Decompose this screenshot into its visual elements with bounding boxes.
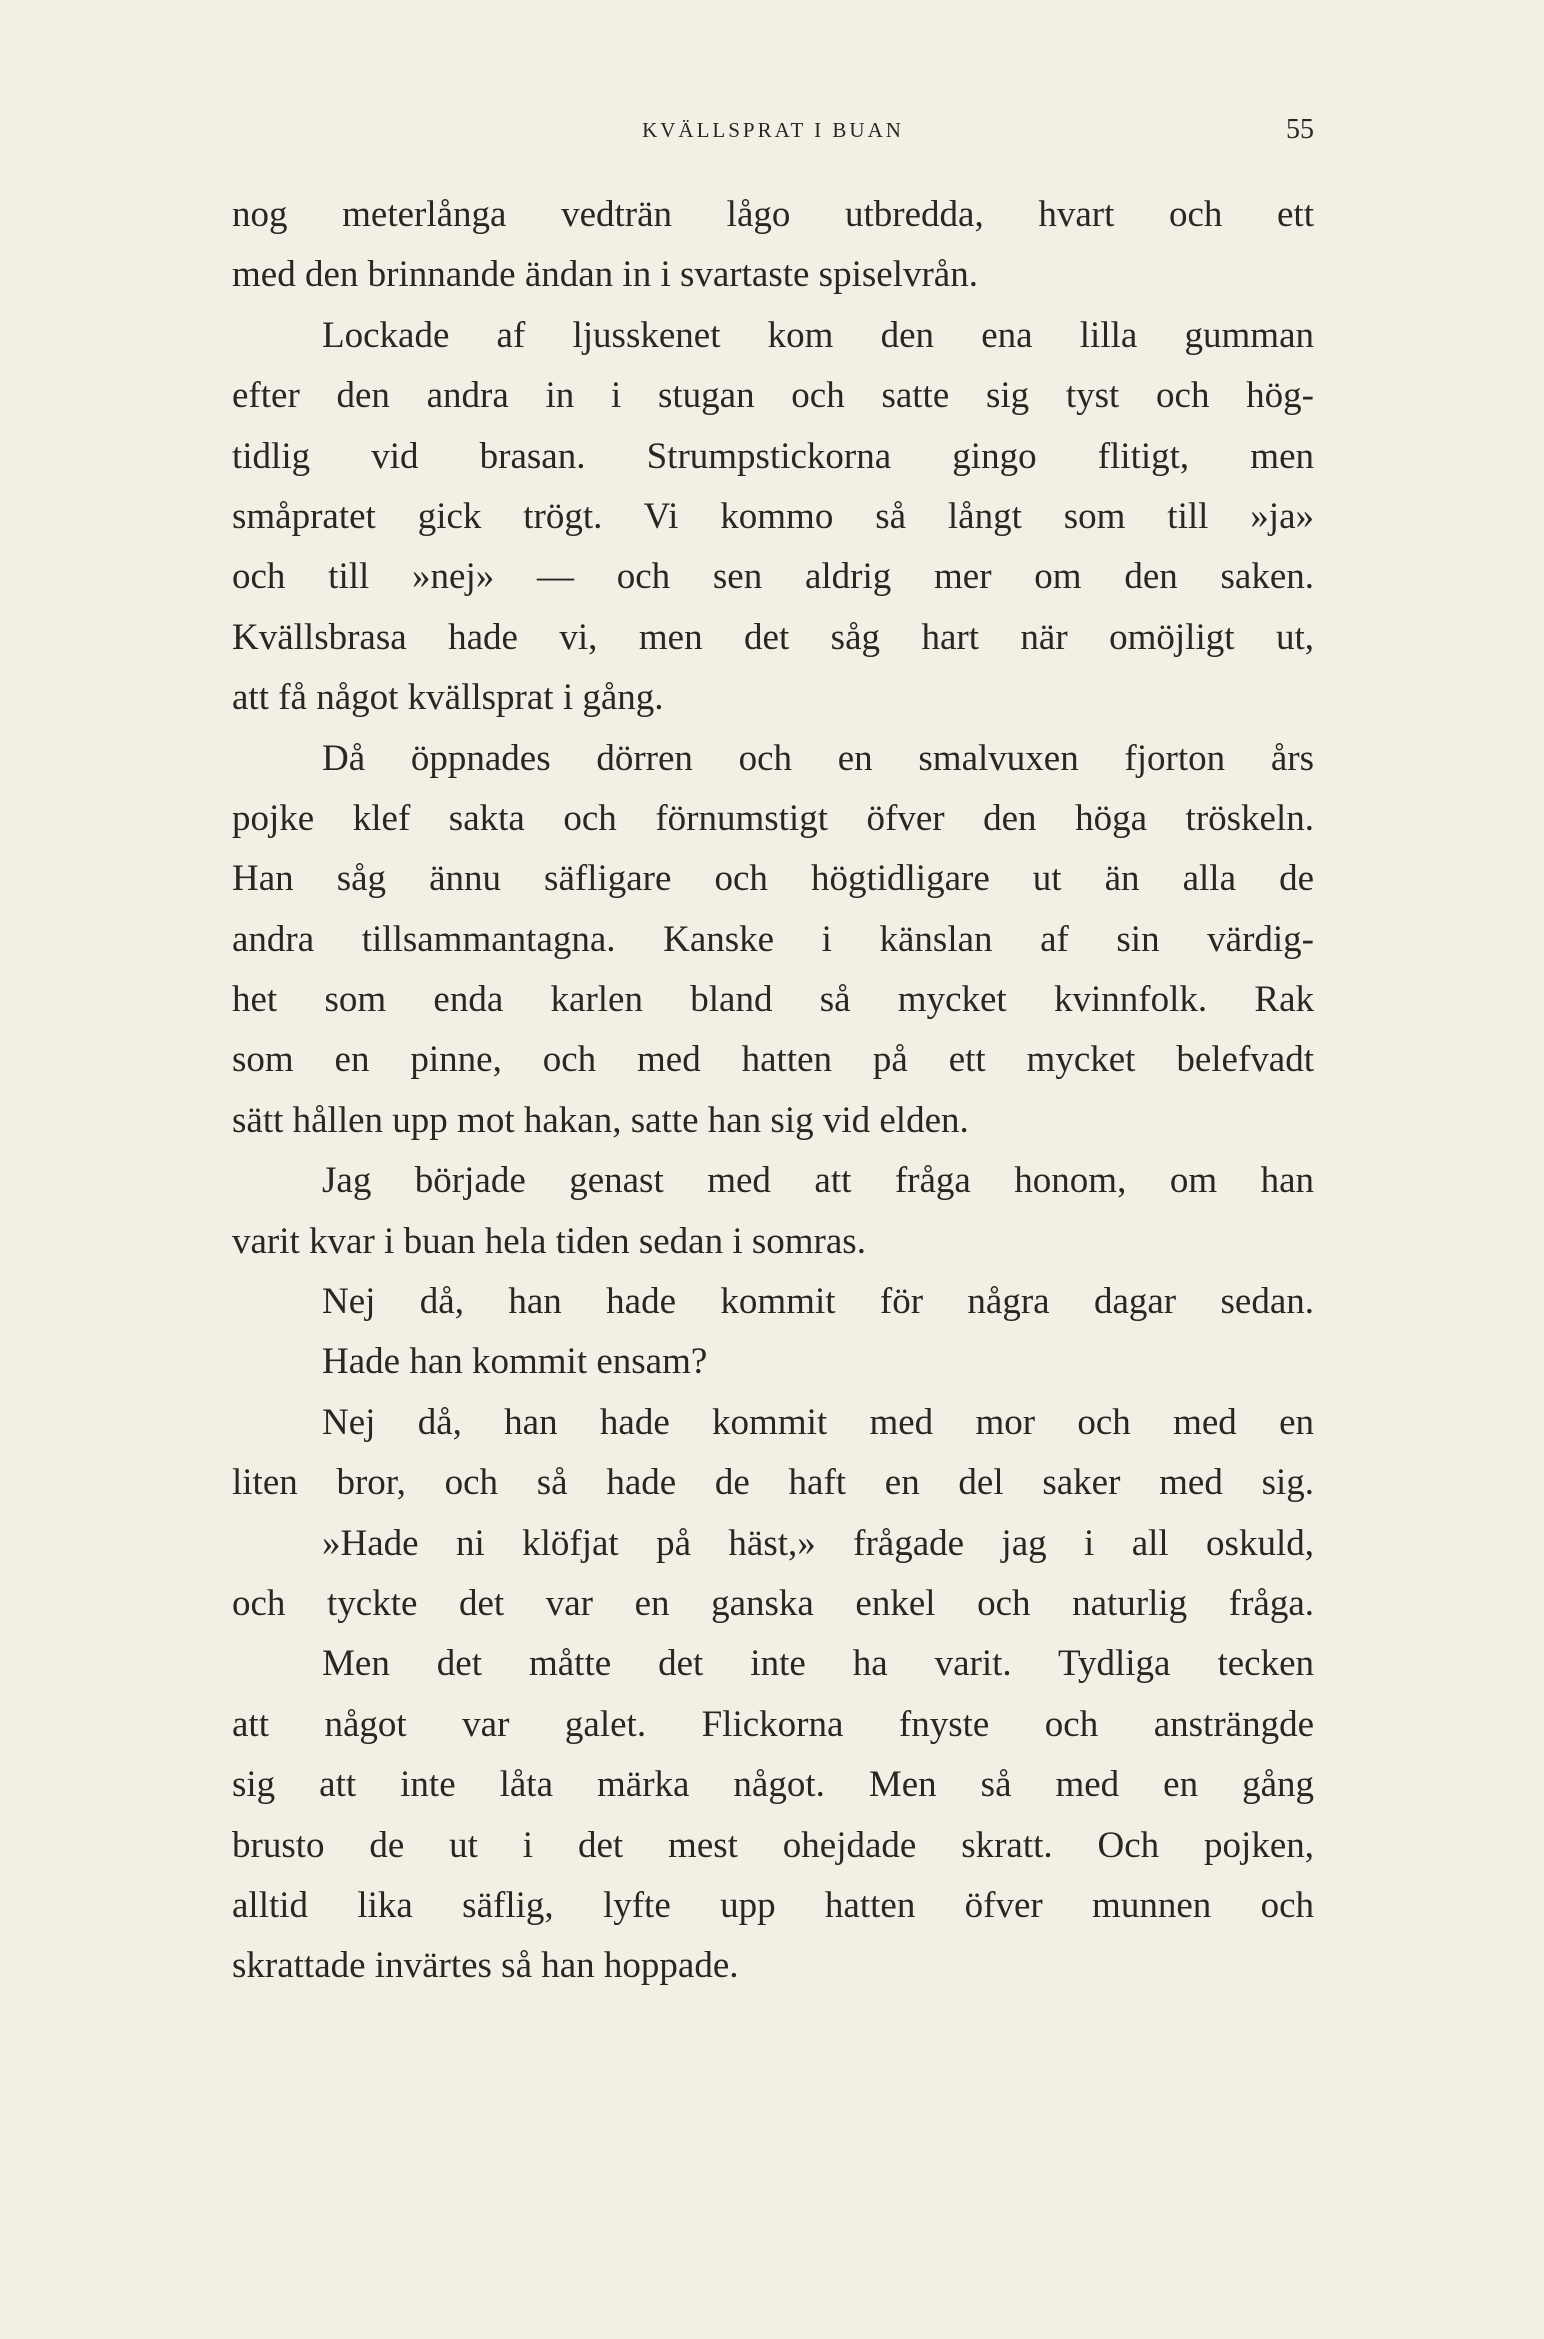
text-line: sig att inte låta märka något. Men så med en gång xyxy=(232,1764,1314,1806)
body-text xyxy=(232,185,1314,1997)
text-line: att få något kvällsprat i gång. xyxy=(232,677,664,719)
text-line: liten bror, och så hade de haft en del saker med sig. xyxy=(232,1462,1314,1504)
text-line: »Hade ni klöfjat på häst,» frågade jag i all oskuld, xyxy=(322,1522,1314,1564)
text-line: varit kvar i buan hela tiden sedan i somras. xyxy=(232,1220,866,1262)
text-line: och till »nej» — och sen aldrig mer om den saken. xyxy=(232,556,1314,598)
text-line: att något var galet. Flickorna fnyste och ansträngde xyxy=(232,1703,1314,1745)
text-line: Då öppnades dörren och en smalvuxen fjorton års xyxy=(322,737,1314,779)
running-head xyxy=(232,116,1314,156)
text-line: Men det måtte det inte ha varit. Tydliga tecken xyxy=(322,1643,1314,1685)
text-line: tidlig vid brasan. Strumpstickorna gingo flitigt, men xyxy=(232,435,1314,477)
text-line: som en pinne, och med hatten på ett mycket belefvadt xyxy=(232,1039,1314,1081)
text-line: het som enda karlen bland så mycket kvinnfolk. Rak xyxy=(232,979,1314,1021)
running-title: KVÄLLSPRAT I BUAN xyxy=(642,118,904,142)
text-line: med den brinnande ändan in i svartaste spiselvrån. xyxy=(232,254,978,296)
text-line: andra tillsammantagna. Kanske i känslan af sin värdig- xyxy=(232,918,1314,960)
text-line: Han såg ännu säfligare och högtidligare ut än alla de xyxy=(232,858,1314,900)
page-number: 55 xyxy=(1286,114,1314,145)
text-line: Nej då, han hade kommit med mor och med en xyxy=(322,1401,1314,1443)
text-line: Lockade af ljusskenet kom den ena lilla gumman xyxy=(322,314,1314,356)
text-line: och tyckte det var en ganska enkel och naturlig fråga. xyxy=(232,1582,1314,1624)
text-line: skrattade invärtes så han hoppade. xyxy=(232,1945,739,1987)
text-line: nog meterlånga vedträn lågo utbredda, hvart och ett xyxy=(232,194,1314,235)
text-line: Nej då, han hade kommit för några dagar sedan. xyxy=(322,1281,1314,1323)
text-line: Kvällsbrasa hade vi, men det såg hart när omöjligt ut, xyxy=(232,616,1314,658)
text-line: sätt hållen upp mot hakan, satte han sig vid elden. xyxy=(232,1099,969,1141)
text-line: Jag började genast med att fråga honom, om han xyxy=(322,1160,1314,1202)
text-line: alltid lika säflig, lyfte upp hatten öfver munnen och xyxy=(232,1884,1314,1926)
text-line: Hade han kommit ensam? xyxy=(322,1341,708,1383)
text-line: brusto de ut i det mest ohejdade skratt. Och pojken, xyxy=(232,1824,1314,1866)
text-line: efter den andra in i stugan och satte sig tyst och hög- xyxy=(232,375,1314,417)
text-line: småpratet gick trögt. Vi kommo så långt som till »ja» xyxy=(232,495,1314,537)
text-line: pojke klef sakta och förnumstigt öfver den höga tröskeln. xyxy=(232,797,1314,839)
